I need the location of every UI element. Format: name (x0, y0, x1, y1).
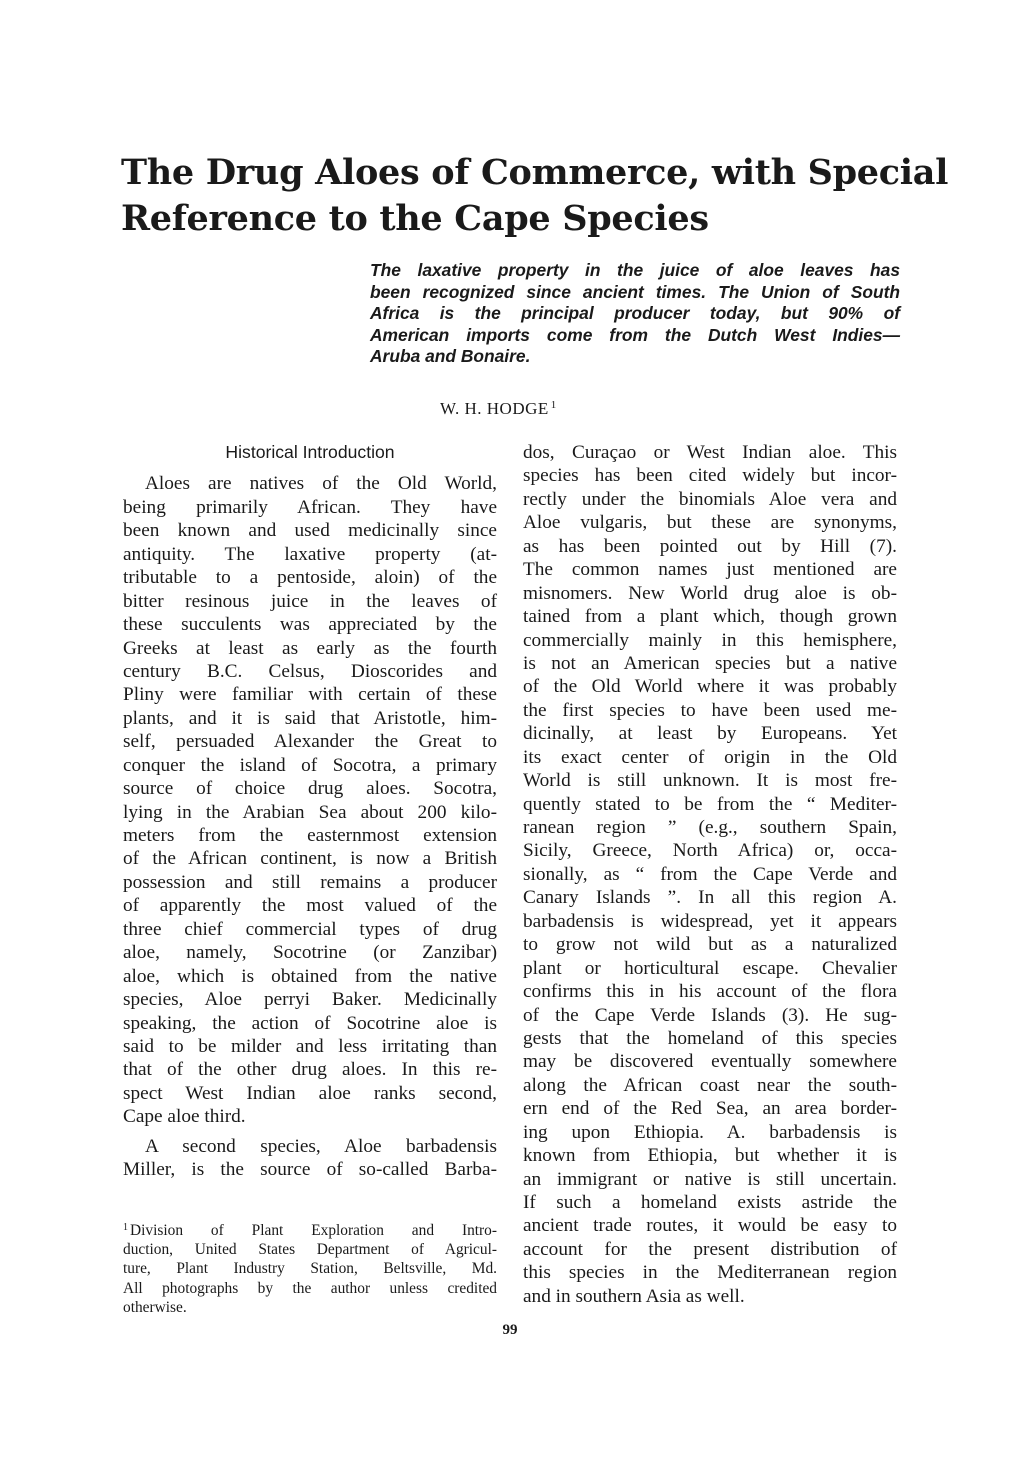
text-line: tributable to a pentoside, aloin) of the (123, 567, 497, 589)
text-line: may be discovered eventually somewhere (523, 1051, 897, 1073)
text-line: Aloes are natives of the Old World, (145, 473, 497, 495)
text-line: Aloe vulgaris, but these are synonyms, (523, 512, 897, 534)
text-line: misnomers. New World drug aloe is ob- (523, 582, 897, 604)
author-byline (440, 395, 557, 419)
text-line: been known and used medicinally since (123, 520, 497, 542)
text-line: gests that the homeland of this species (523, 1027, 897, 1049)
text-line: of the Cape Verde Islands (3). He sug- (523, 1004, 897, 1026)
author-footnote-marker: 1 (550, 399, 557, 411)
text-line: is not an American species but a native (523, 652, 897, 674)
text-line: these succulents was appreciated by the (123, 614, 497, 636)
text-line: barbadensis is widespread, yet it appears (523, 910, 897, 932)
text-line: bitter resinous juice in the leaves of (123, 590, 497, 612)
text-line: species, Aloe perryi Baker. Medicinally (123, 989, 497, 1011)
footnote-line (123, 1218, 497, 1240)
footnote-marker: 1 (123, 1222, 128, 1233)
text-line: three chief commercial types of drug (123, 918, 497, 940)
text-line: said to be milder and less irritating than (123, 1035, 497, 1057)
text-line: commercially mainly in this hemisphere, (523, 629, 897, 651)
text-line: antiquity. The laxative property (at- (123, 543, 497, 565)
abstract-line: Africa is the principal producer today, but 90% of (370, 303, 900, 323)
text-line: Pliny were familiar with certain of these (123, 684, 497, 706)
right-column (523, 441, 897, 1308)
page-number: 99 (502, 1322, 518, 1338)
text-line: account for the present distribution of (523, 1238, 897, 1260)
text-line: self, persuaded Alexander the Great to (123, 731, 497, 753)
abstract-line: American imports come from the Dutch West Indies— (370, 324, 900, 345)
text-line: an immigrant or native is still uncertain. (523, 1168, 897, 1190)
left-column (123, 441, 497, 1182)
text-line: aloe, namely, Socotrine (or Zanzibar) (123, 942, 497, 964)
text-line: quently stated to be from the “ Mediter- (523, 793, 897, 815)
text-line: its exact center of origin in the Old (523, 746, 897, 768)
text-line: dicinally, at least by Europeans. Yet (523, 723, 897, 745)
text-line: the first species to have been used me- (523, 699, 897, 721)
text-line: source of choice drug aloes. Socotra, (123, 778, 497, 800)
text-line: along the African coast near the south- (523, 1074, 897, 1096)
text-line: possession and still remains a producer (123, 871, 497, 893)
text-line: that of the other drug aloes. In this re- (123, 1059, 497, 1081)
text-line: A second species, Aloe barbadensis (145, 1135, 497, 1157)
author-name: W. H. HODGE (440, 399, 549, 418)
text-line: plants, and it is said that Aristotle, him- (123, 707, 497, 729)
article-title (121, 150, 949, 242)
footnote-line: All photographs by the author unless credited (123, 1279, 497, 1297)
text-line: World is still unknown. It is most fre- (523, 770, 897, 792)
abstract-line: Aruba and Bonaire. (370, 346, 531, 366)
text-line: to grow not wild but as a naturalized (523, 934, 897, 956)
text-line: known from Ethiopia, but whether it is (523, 1145, 897, 1167)
text-line: being primarily African. They have (123, 496, 497, 518)
footnote-text: Division of Plant Exploration and Intro- (130, 1222, 497, 1239)
text-line: meters from the easternmost extension (123, 825, 497, 846)
text-line: aloe, which is obtained from the native (123, 965, 497, 987)
text-line: rectly under the binomials Aloe vera and (523, 488, 897, 510)
text-line: ing upon Ethiopia. A. barbadensis is (523, 1121, 897, 1143)
text-line: Miller, is the source of so-called Barba- (123, 1159, 497, 1181)
text-line: of the Old World where it was probably (523, 676, 897, 698)
text-line: century B.C. Celsus, Dioscorides and (123, 660, 497, 682)
text-line: dos, Curaçao or West Indian aloe. This (523, 442, 897, 463)
text-line: If such a homeland exists astride the (523, 1192, 897, 1213)
paragraph (123, 472, 497, 1128)
text-line: confirms this in his account of the flora (523, 981, 897, 1003)
footnote-line: otherwise. (123, 1298, 187, 1316)
title-line: The Drug Aloes of Commerce, with Special (121, 152, 949, 193)
text-line: speaking, the action of Socotrine aloe is (123, 1012, 497, 1034)
section-heading: Historical Introduction (225, 442, 395, 462)
text-line: of apparently the most valued of the (123, 895, 497, 917)
text-line: ancient trade routes, it would be easy to (523, 1215, 897, 1237)
abstract-line: been recognized since ancient times. The Union of South (370, 281, 900, 302)
text-line: Sicily, Greece, North Africa) or, occa- (523, 840, 897, 862)
text-line: lying in the Arabian Sea about 200 kilo- (123, 801, 497, 823)
footnote-line: duction, United States Department of Agricul- (123, 1241, 497, 1259)
text-line: as has been pointed out by Hill (7). (523, 535, 897, 557)
text-line: conquer the island of Socotra, a primary (123, 754, 497, 776)
text-line: ern end of the Red Sea, an area border- (523, 1098, 897, 1120)
text-line: Cape aloe third. (123, 1106, 246, 1128)
text-line: species has been cited widely but incor- (523, 465, 897, 487)
title-line: Reference to the Cape Species (121, 198, 709, 239)
text-line: The common names just mentioned are (523, 559, 897, 581)
abstract-line: The laxative property in the juice of aloe leaves has (370, 260, 900, 280)
text-line: plant or horticultural escape. Chevalier (523, 957, 897, 979)
article-abstract (370, 260, 900, 368)
text-line: Canary Islands ”. In all this region A. (523, 887, 897, 909)
paragraph (123, 1135, 497, 1182)
text-line: Greeks at least as early as the fourth (123, 637, 497, 659)
text-line: ranean region ” (e.g., southern Spain, (523, 817, 897, 838)
text-line: and in southern Asia as well. (523, 1285, 745, 1307)
text-line: spect West Indian aloe ranks second, (123, 1082, 497, 1104)
footnote-line: ture, Plant Industry Station, Beltsville, Md. (123, 1260, 497, 1278)
footnote (123, 1218, 497, 1317)
text-line: sionally, as “ from the Cape Verde and (523, 863, 897, 885)
text-line: of the African continent, is now a British (123, 848, 497, 870)
text-line: tained from a plant which, though grown (523, 606, 897, 628)
text-line: this species in the Mediterranean region (523, 1262, 897, 1284)
